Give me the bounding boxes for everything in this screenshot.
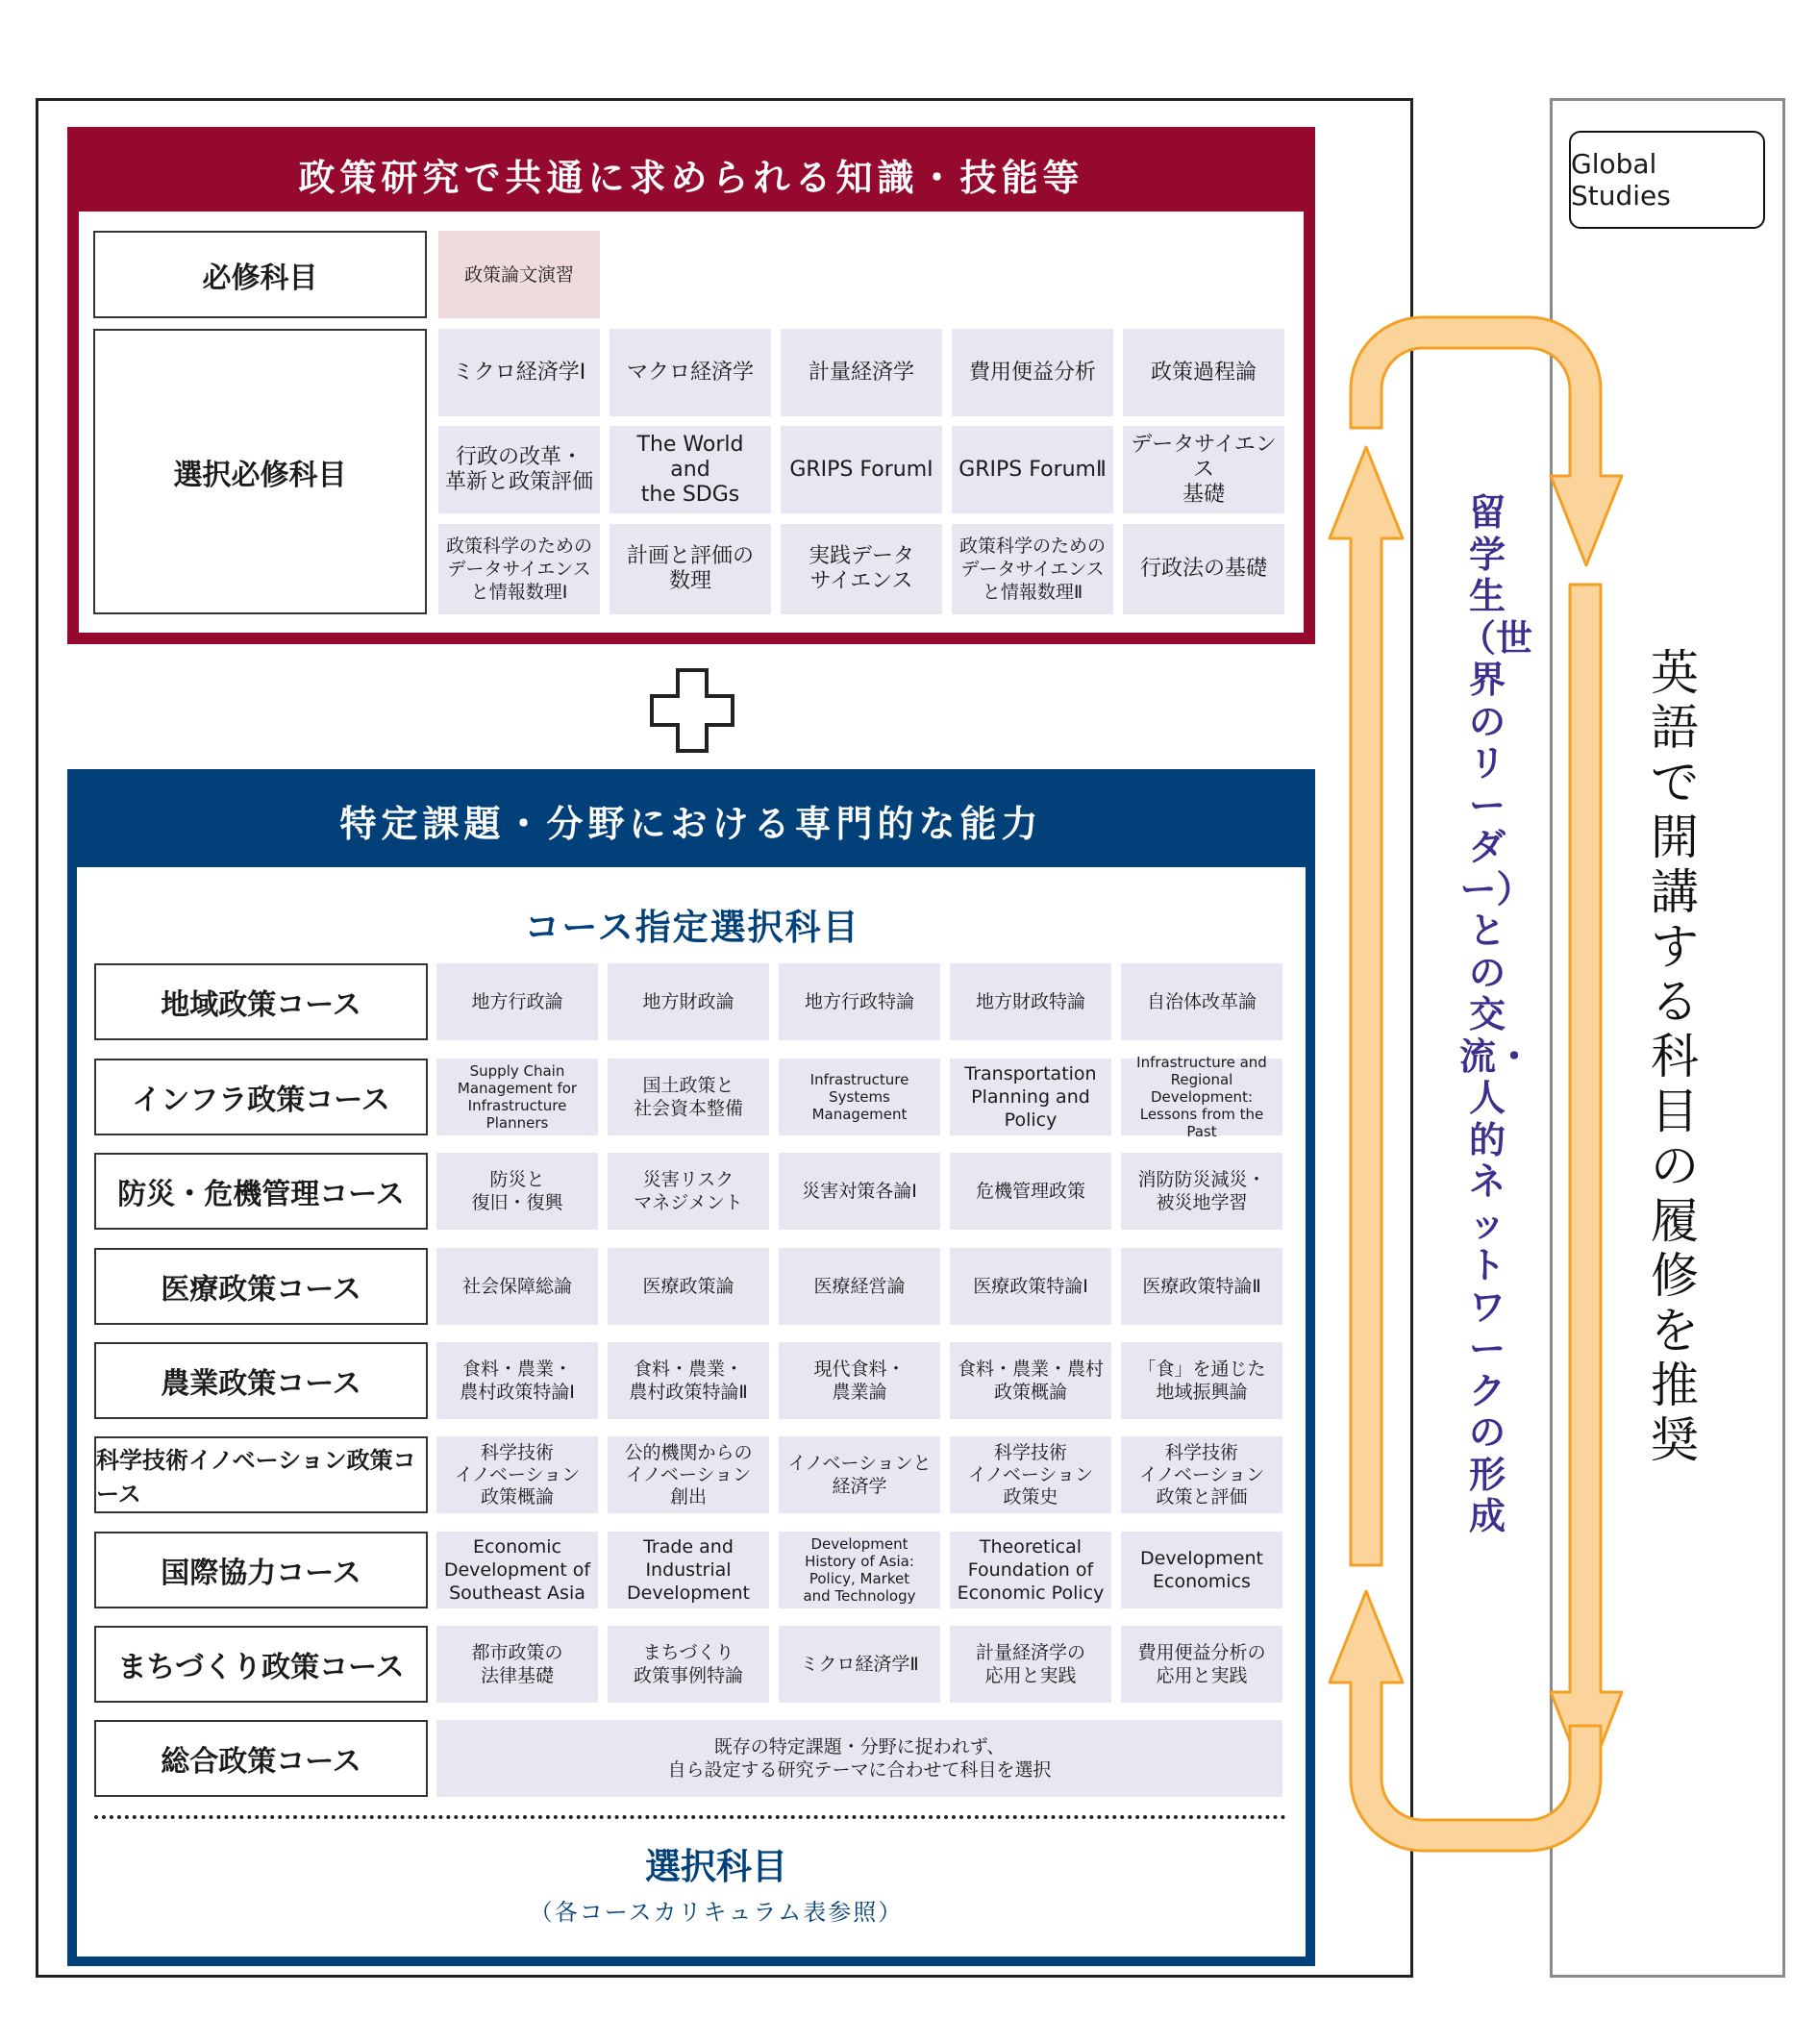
course-label: 地域政策コース <box>94 963 428 1040</box>
course-subject: Supply Chain Management for Infrastructure Planners <box>436 1059 598 1135</box>
course-subject: Economic Development of Southeast Asia <box>436 1532 598 1608</box>
right-down-arrow <box>1551 585 1622 1783</box>
required-course: 政策論文演習 <box>438 231 600 318</box>
course-subject: 国土政策と 社会資本整備 <box>608 1059 769 1135</box>
course-subject: 危機管理政策 <box>950 1153 1111 1230</box>
course-subject: 費用便益分析の 応用と実践 <box>1121 1626 1282 1703</box>
course-subject: 医療政策特論Ⅱ <box>1121 1248 1282 1325</box>
elective-required-course: 政策科学のための データサイエンス と情報数理Ⅱ <box>952 524 1113 614</box>
course-label: まちづくり政策コース <box>94 1626 428 1703</box>
course-subject: まちづくり 政策事例特論 <box>608 1626 769 1703</box>
elective-required-course: 行政の改革・ 革新と政策評価 <box>438 426 600 513</box>
course-subject: 消防防災減災・ 被災地学習 <box>1121 1153 1282 1230</box>
elective-required-course: 計量経済学 <box>781 329 942 416</box>
course-designated-heading: コース指定選択科目 <box>524 907 860 948</box>
elective-required-course: GRIPS ForumⅠ <box>781 426 942 513</box>
section-divider <box>94 1815 1286 1819</box>
elective-required-course: The World and the SDGs <box>610 426 771 513</box>
course-subject: 科学技術 イノベーション 政策史 <box>950 1436 1111 1513</box>
course-subject: Transportation Planning and Policy <box>950 1059 1111 1135</box>
course-subject: 都市政策の 法律基礎 <box>436 1626 598 1703</box>
elective-required-course: GRIPS ForumⅡ <box>952 426 1113 513</box>
course-subject: Trade and Industrial Development <box>608 1532 769 1608</box>
course-subject: Infrastructure Systems Management <box>779 1059 940 1135</box>
course-subject: 公的機関からの イノベーション 創出 <box>608 1436 769 1513</box>
course-subject: 社会保障総論 <box>436 1248 598 1325</box>
course-label: 医療政策コース <box>94 1248 428 1325</box>
course-subject: 防災と 復旧・復興 <box>436 1153 598 1230</box>
bottom-loop-arrow <box>1330 1591 1601 1851</box>
course-label: 国際協力コース <box>94 1532 428 1608</box>
elective-required-course: 計画と評価の 数理 <box>610 524 771 614</box>
elective-required-course: 行政法の基礎 <box>1123 524 1284 614</box>
course-subject: 地方財政特論 <box>950 963 1111 1040</box>
elective-required-course: ミクロ経済学Ⅰ <box>438 329 600 416</box>
elective-courses-note: （各コースカリキュラム表参照） <box>529 1899 904 1926</box>
course-label: 防災・危機管理コース <box>94 1153 428 1230</box>
common-knowledge-title: 政策研究で共通に求められる知識・技能等 <box>298 157 1084 199</box>
course-subject: 食料・農業・ 農村政策特論Ⅱ <box>608 1342 769 1419</box>
course-subject: 医療政策論 <box>608 1248 769 1325</box>
course-label: 農業政策コース <box>94 1342 428 1419</box>
plus-icon <box>649 667 735 754</box>
elective-required-label: 選択必修科目 <box>93 329 427 614</box>
elective-required-course: 政策過程論 <box>1123 329 1284 416</box>
exchange-network-note: 留学生（世界のリーダー）との交流・人的ネットワークの形成 <box>1459 491 1533 1537</box>
course-subject: イノベーションと 経済学 <box>779 1436 940 1513</box>
course-subject: 医療政策特論Ⅰ <box>950 1248 1111 1325</box>
course-subject: Infrastructure and Regional Development: Lessons from the Past <box>1121 1059 1282 1135</box>
elective-required-course: 費用便益分析 <box>952 329 1113 416</box>
course-subject: 地方行政論 <box>436 963 598 1040</box>
course-subject: 医療経営論 <box>779 1248 940 1325</box>
elective-required-course: データサイエンス 基礎 <box>1123 426 1284 513</box>
elective-required-course: 実践データ サイエンス <box>781 524 942 614</box>
english-courses-note: 英語で開講する科目の履修を推奨 <box>1651 645 1699 1468</box>
global-studies-label: Global Studies <box>1569 131 1765 229</box>
course-subject: Development History of Asia: Policy, Market and Technology <box>779 1532 940 1608</box>
course-subject: 地方行政特論 <box>779 963 940 1040</box>
course-subject: 食料・農業・ 農村政策特論Ⅰ <box>436 1342 598 1419</box>
course-label: 科学技術イノベーション政策コース <box>94 1436 428 1513</box>
course-subject: Development Economics <box>1121 1532 1282 1608</box>
course-subject: 災害対策各論Ⅰ <box>779 1153 940 1230</box>
course-label: インフラ政策コース <box>94 1059 428 1135</box>
course-subject: 現代食料・ 農業論 <box>779 1342 940 1419</box>
course-subject: 食料・農業・農村 政策概論 <box>950 1342 1111 1419</box>
required-label: 必修科目 <box>93 231 427 318</box>
course-subject: 科学技術 イノベーション 政策概論 <box>436 1436 598 1513</box>
specialized-ability-title: 特定課題・分野における専門的な能力 <box>339 803 1043 845</box>
elective-courses-title: 選択科目 <box>645 1846 787 1887</box>
course-subject: 自治体改革論 <box>1121 963 1282 1040</box>
left-up-arrow <box>1330 447 1403 1565</box>
course-subject: ミクロ経済学Ⅱ <box>779 1626 940 1703</box>
course-subject: 計量経済学の 応用と実践 <box>950 1626 1111 1703</box>
course-subject: 既存の特定課題・分野に捉われず、 自ら設定する研究テーマに合わせて科目を選択 <box>436 1720 1282 1797</box>
course-subject: Theoretical Foundation of Economic Policy <box>950 1532 1111 1608</box>
elective-required-course: マクロ経済学 <box>610 329 771 416</box>
course-subject: 地方財政論 <box>608 963 769 1040</box>
course-subject: 「食」を通じた 地域振興論 <box>1121 1342 1282 1419</box>
course-subject: 災害リスク マネジメント <box>608 1153 769 1230</box>
course-subject: 科学技術 イノベーション 政策と評価 <box>1121 1436 1282 1513</box>
elective-required-course: 政策科学のための データサイエンス と情報数理Ⅰ <box>438 524 600 614</box>
course-label: 総合政策コース <box>94 1720 428 1797</box>
